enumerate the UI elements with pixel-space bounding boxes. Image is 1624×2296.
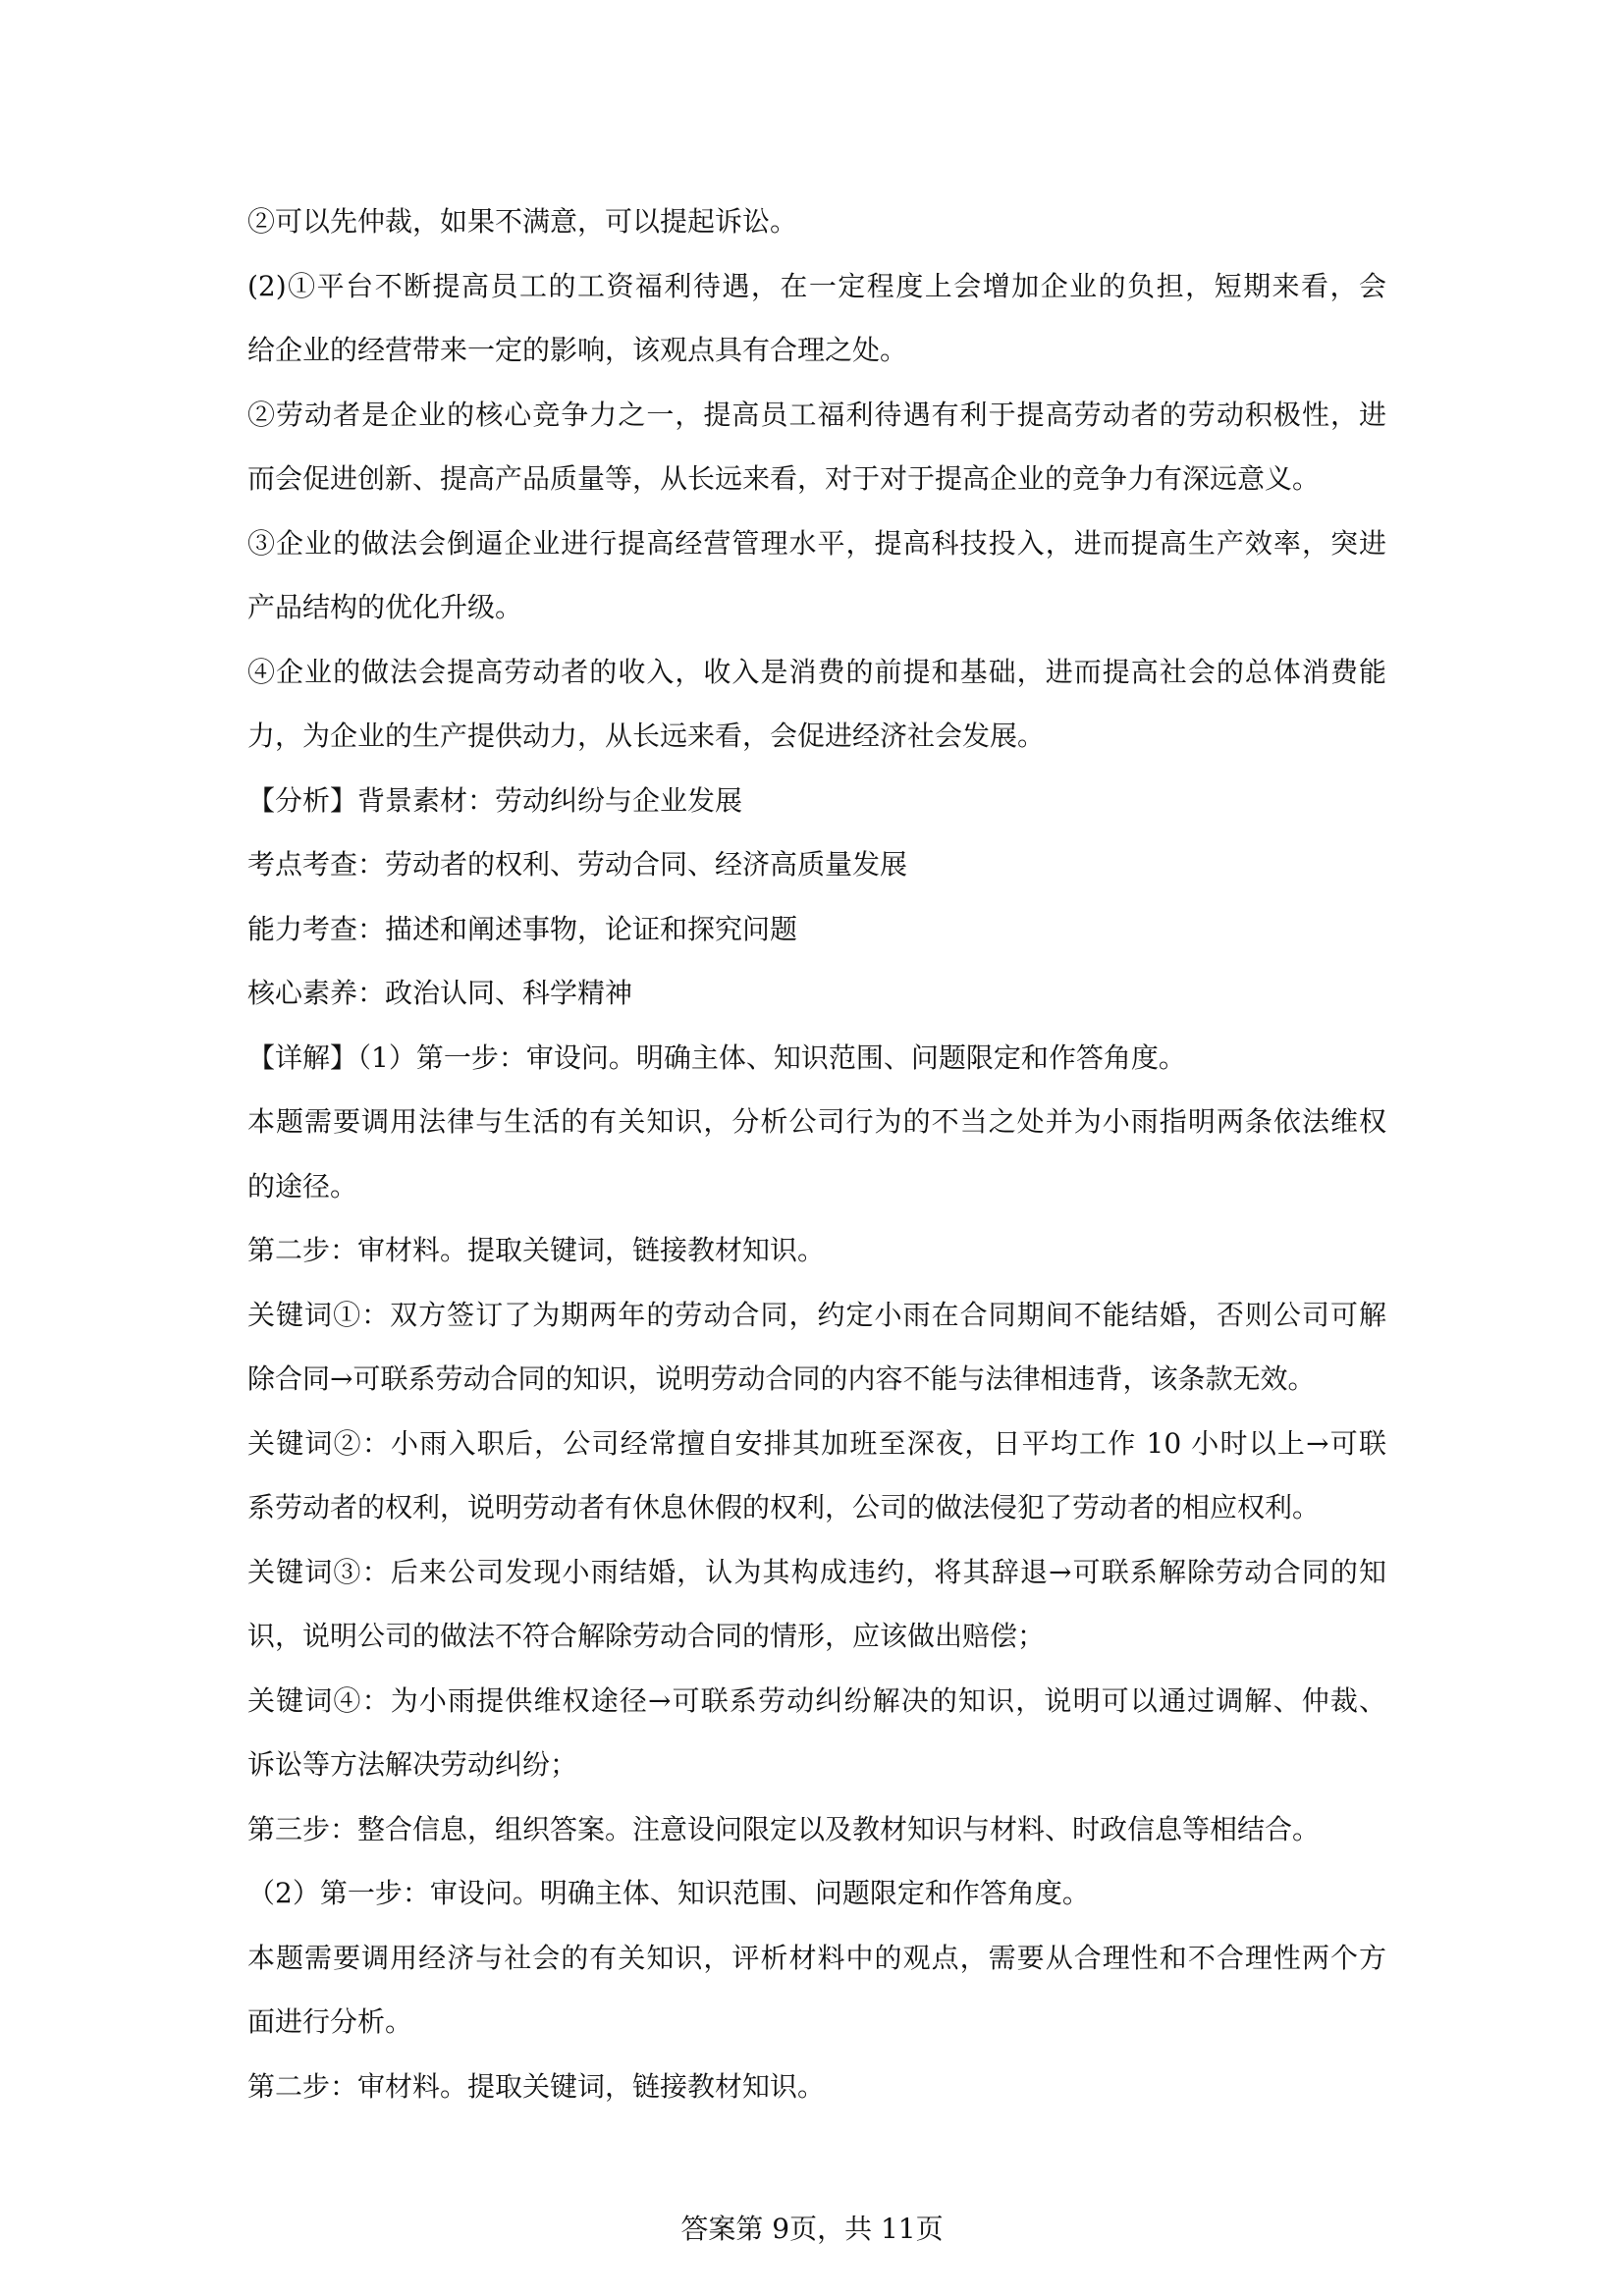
text-line: 给企业的经营带来一定的影响，该观点具有合理之处。 [247, 334, 908, 366]
text-line: 系劳动者的权利，说明劳动者有休息休假的权利，公司的做法侵犯了劳动者的相应权利。 [247, 1491, 1321, 1523]
text-line: ②可以先仲裁，如果不满意，可以提起诉讼。 [247, 205, 798, 238]
text-line: ③企业的做法会倒逼企业进行提高经营管理水平，提高科技投入，进而提高生产效率，突进 [247, 526, 1386, 560]
text-line: 第二步：审材料。提取关键词，链接教材知识。 [247, 1234, 826, 1266]
text-line: 力，为企业的生产提供动力，从长远来看，会促进经济社会发展。 [247, 720, 1046, 752]
text-line: 诉讼等方法解决劳动纠纷； [247, 1748, 578, 1781]
analysis-heading: 【分析】背景素材：劳动纠纷与企业发展 [247, 783, 743, 817]
text-line: 而会促进创新、提高产品质量等，从长远来看，对于对于提高企业的竞争力有深远意义。 [247, 462, 1321, 495]
text-line: 第二步：审材料。提取关键词，链接教材知识。 [247, 2069, 826, 2103]
text-line: 核心素养：政治认同、科学精神 [247, 977, 633, 1009]
text-line: 本题需要调用经济与社会的有关知识，评析材料中的观点，需要从合理性和不合理性两个方 [247, 1941, 1386, 1974]
text-line: 除合同→可联系劳动合同的知识，说明劳动合同的内容不能与法律相违背，该条款无效。 [247, 1362, 1316, 1395]
text-line: 关键词①：双方签订了为期两年的劳动合同，约定小雨在合同期间不能结婚，否则公司可解 [247, 1298, 1386, 1331]
text-line: 关键词②：小雨入职后，公司经常擅自安排其加班至深夜，日平均工作 10 小时以上→可联 [247, 1426, 1386, 1460]
text-line: 关键词④：为小雨提供维权途径→可联系劳动纠纷解决的知识，说明可以通过调解、仲裁、 [247, 1683, 1386, 1717]
text-line: 面进行分析。 [247, 2005, 413, 2038]
page-number-footer: 答案第 9页，共 11页 [680, 2213, 944, 2245]
answer-text-body [247, 204, 1386, 2133]
text-line: (2)①平台不断提高员工的工资福利待遇，在一定程度上会增加企业的负担，短期来看，会 [247, 269, 1386, 302]
text-line: 本题需要调用法律与生活的有关知识，分析公司行为的不当之处并为小雨指明两条依法维权 [247, 1105, 1386, 1138]
text-line: 的途径。 [247, 1169, 358, 1202]
text-line: 识，说明公司的做法不符合解除劳动合同的情形，应该做出赔偿； [247, 1620, 1046, 1652]
text-line: （2）第一步：审设问。明确主体、知识范围、问题限定和作答角度。 [247, 1877, 1090, 1909]
text-line: ②劳动者是企业的核心竞争力之一，提高员工福利待遇有利于提高劳动者的劳动积极性，进 [247, 398, 1386, 431]
text-line: 关键词③：后来公司发现小雨结婚，认为其构成违约，将其辞退→可联系解除劳动合同的知 [247, 1555, 1386, 1588]
text-line: 能力考查：描述和阐述事物，论证和探究问题 [247, 912, 798, 945]
text-line: 第三步：整合信息，组织答案。注意设问限定以及教材知识与材料、时政信息等相结合。 [247, 1812, 1321, 1845]
text-line: 产品结构的优化升级。 [247, 591, 523, 623]
text-line: 考点考查：劳动者的权利、劳动合同、经济高质量发展 [247, 848, 908, 881]
text-line: ④企业的做法会提高劳动者的收入，收入是消费的前提和基础，进而提高社会的总体消费能 [247, 655, 1386, 688]
detail-heading: 【详解】（1）第一步：审设问。明确主体、知识范围、问题限定和作答角度。 [247, 1041, 1186, 1074]
